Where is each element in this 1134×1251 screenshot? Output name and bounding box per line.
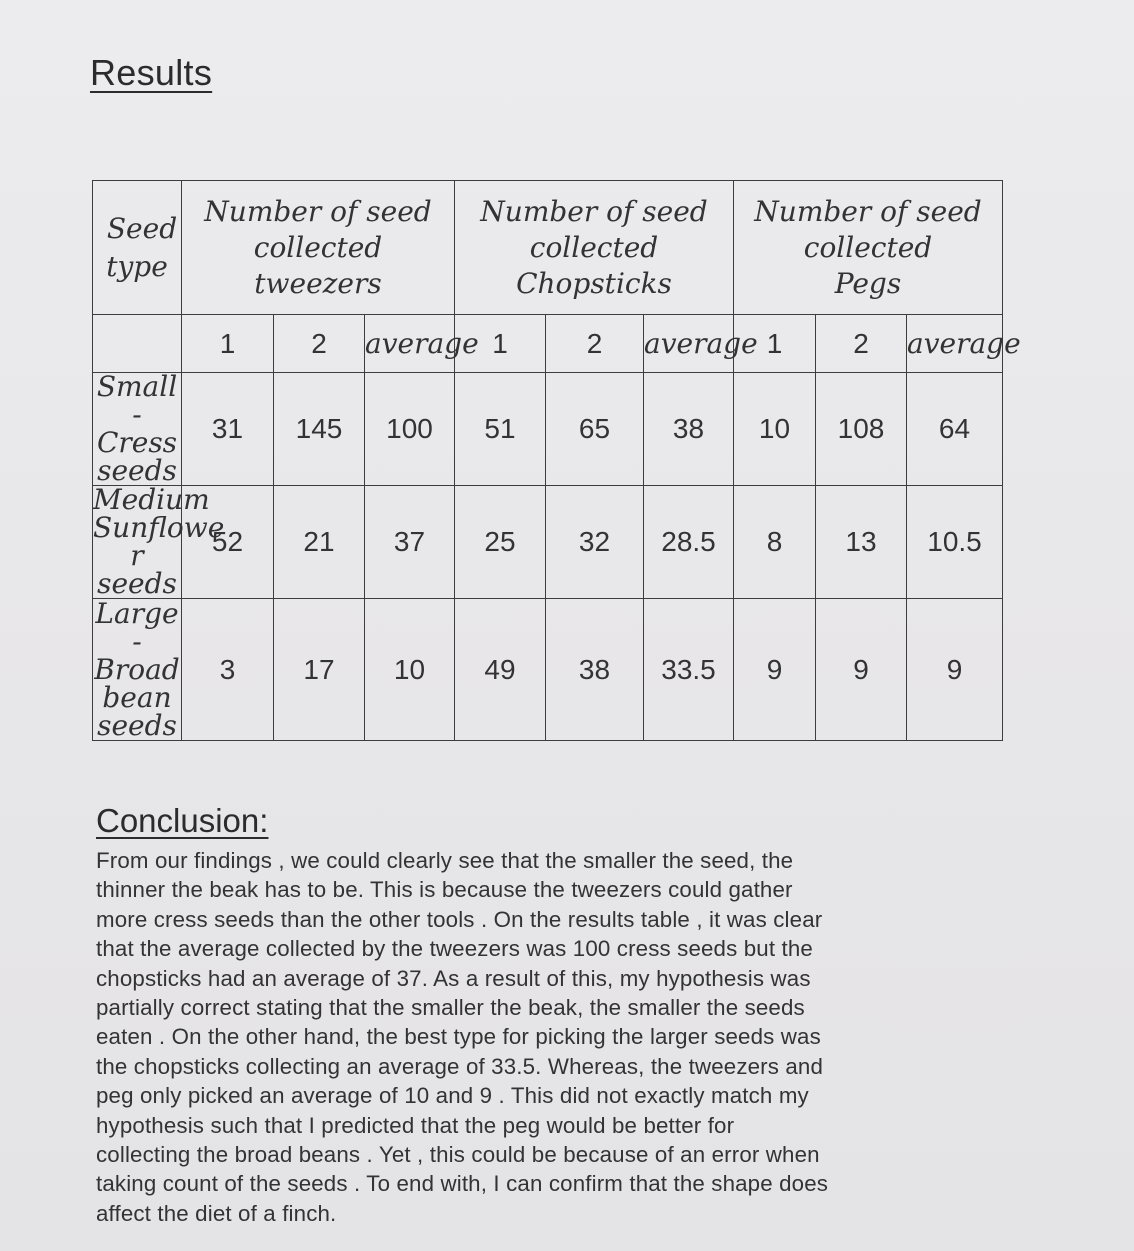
table-cell: 52: [182, 486, 274, 599]
conclusion-line: affect the diet of a finch.: [96, 1200, 337, 1226]
table-cell: 17: [274, 599, 365, 741]
subheader-cell: average: [644, 315, 734, 373]
table-cell: 21: [274, 486, 365, 599]
conclusion-line: more cress seeds than the other tools . On the results table , it was clear: [96, 906, 823, 932]
table-cell: 13: [816, 486, 907, 599]
table-cell: 9: [734, 599, 816, 741]
table-cell: 32: [546, 486, 644, 599]
seed-label-medium: Medium Sunflowe r seeds: [93, 483, 225, 600]
table-cell: 38: [644, 373, 734, 486]
conclusion-heading: Conclusion:: [96, 802, 269, 839]
subheader-empty: [93, 315, 182, 373]
conclusion-line: chopsticks had an average of 37. As a result of this, my hypothesis was: [96, 965, 811, 991]
header-pegs: Number of seed collected Pegs: [734, 181, 1003, 315]
table-header-row: [93, 181, 1003, 315]
table-cell: 9: [907, 599, 1003, 741]
subheader-cell: average: [907, 315, 1003, 373]
seed-label-large: Large - Broad bean seeds: [94, 596, 180, 742]
conclusion-line: partially correct stating that the smaller the beak, the smaller the seeds: [96, 995, 805, 1021]
table-row: [93, 486, 1003, 599]
table-cell: 10.5: [907, 486, 1003, 599]
table-cell: 9: [816, 599, 907, 741]
table-cell: 65: [546, 373, 644, 486]
subheader-cell: 1: [182, 315, 274, 373]
seed-label-small: Small - Cress seeds: [93, 373, 182, 486]
table-cell: 3: [182, 599, 274, 741]
conclusion-line: thinner the beak has to be. This is because the tweezers could gather: [96, 877, 793, 903]
conclusion-line: taking count of the seeds . To end with, I can confirm that the shape does: [96, 1171, 829, 1197]
table-cell: 64: [907, 373, 1003, 486]
table-cell: 25: [455, 486, 546, 599]
header-tweezers: Number of seed collected tweezers: [182, 181, 455, 315]
table-cell: 37: [365, 486, 455, 599]
subheader-cell: 1: [734, 315, 816, 373]
header-chopsticks: Number of seed collected Chopsticks: [455, 181, 734, 315]
table-row: [93, 599, 1003, 741]
table-cell: 49: [455, 599, 546, 741]
table-cell: 51: [455, 373, 546, 486]
subheader-cell: 1: [455, 315, 546, 373]
subheader-cell: 2: [546, 315, 644, 373]
table-cell: 31: [182, 373, 274, 486]
conclusion-line: the chopsticks collecting an average of 33.5. Whereas, the tweezers and: [96, 1053, 824, 1079]
table-cell: 145: [274, 373, 365, 486]
table-cell: 8: [734, 486, 816, 599]
table-cell: 38: [546, 599, 644, 741]
conclusion-line: peg only picked an average of 10 and 9 . This did not exactly match my: [96, 1083, 809, 1109]
subheader-cell: average: [365, 315, 455, 373]
conclusion-paragraph: [96, 846, 1021, 1228]
conclusion-line: eaten . On the other hand, the best type for picking the larger seeds was: [96, 1024, 821, 1050]
conclusion-line: that the average collected by the tweezers was 100 cress seeds but the: [96, 936, 813, 962]
subheader-cell: 2: [274, 315, 365, 373]
results-heading: Results: [90, 52, 213, 93]
table-row: [93, 373, 1003, 486]
table-cell: 28.5: [644, 486, 734, 599]
table-cell: 10: [734, 373, 816, 486]
table-cell: 10: [365, 599, 455, 741]
conclusion-line: collecting the broad beans . Yet , this could be because of an error when: [96, 1142, 820, 1168]
subheader-cell: 2: [816, 315, 907, 373]
conclusion-line: From our findings , we could clearly see that the smaller the seed, the: [96, 848, 794, 873]
table-cell: 33.5: [644, 599, 734, 741]
header-seed-type: Seed type: [93, 181, 182, 315]
table-cell: 100: [365, 373, 455, 486]
table-cell: 108: [816, 373, 907, 486]
table-subheader-row: [93, 315, 1003, 373]
results-table: [92, 180, 1021, 742]
conclusion-line: hypothesis such that I predicted that the peg would be better for: [96, 1112, 735, 1138]
